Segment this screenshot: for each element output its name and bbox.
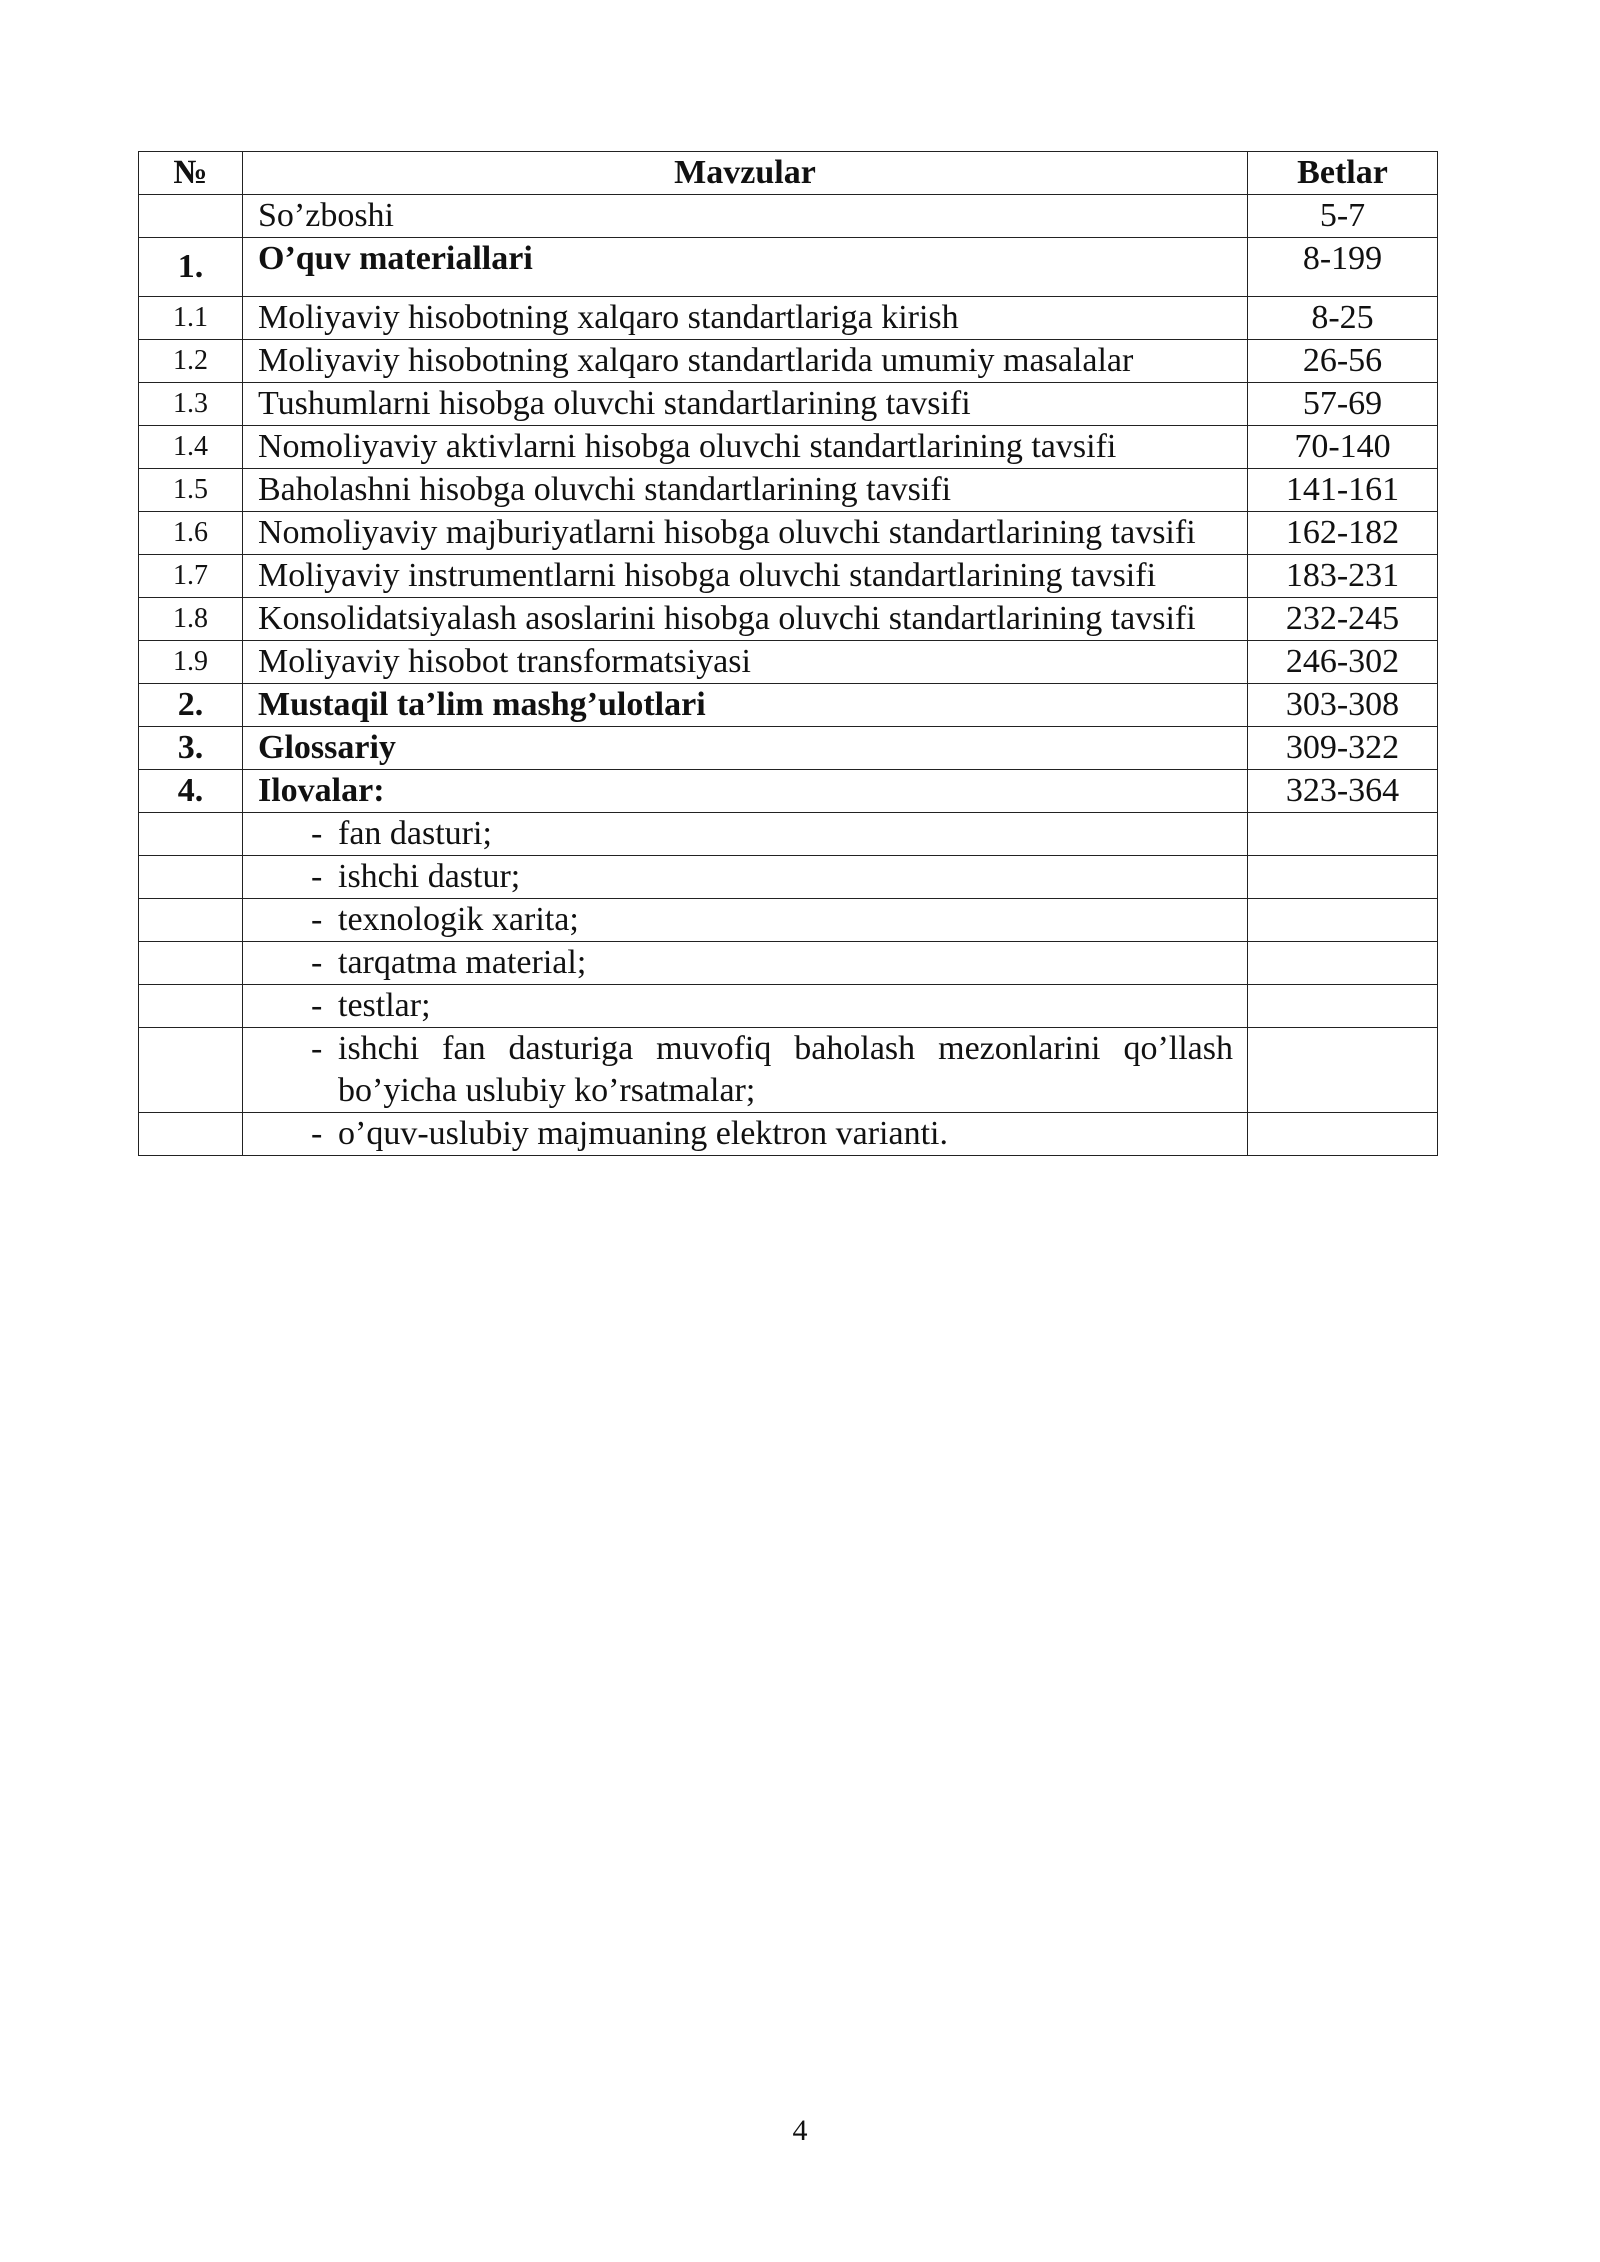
row-pages: 246-302 [1248,641,1438,684]
row-pages [1248,942,1438,985]
appendix-item [243,856,1248,899]
row-number [139,1028,243,1113]
row-topic: Konsolidatsiyalash asoslarini hisobga oluvchi standartlarining tavsifi [243,598,1248,641]
row-number: 1.8 [139,598,243,641]
table-row [139,598,1438,641]
row-number [139,856,243,899]
appendix-item [243,899,1248,942]
appendix-item-label: o’quv-uslubiy majmuaning elektron varianti. [338,1115,948,1152]
row-number: 1.1 [139,297,243,340]
row-number: 1.5 [139,469,243,512]
appendix-row [139,856,1438,899]
row-topic: Moliyaviy hisobotning xalqaro standartlariga kirish [243,297,1248,340]
table-row [139,684,1438,727]
row-topic: Moliyaviy hisobot transformatsiyasi [243,641,1248,684]
row-pages [1248,899,1438,942]
row-number: 1.4 [139,426,243,469]
row-number [139,899,243,942]
row-number [139,813,243,856]
list-dash: - [311,1030,323,1067]
appendix-item [243,1113,1248,1156]
row-number: 1.2 [139,340,243,383]
appendix-item-label: ishchi fan dasturiga muvofiq baholash mezonlarini qo’llash bo’yicha uslubiy ko’rsatmalar; [338,1030,1233,1109]
appendix-item [243,1028,1248,1113]
list-dash: - [311,858,323,895]
list-dash: - [311,815,323,852]
row-pages [1248,1113,1438,1156]
row-pages: 5-7 [1248,195,1438,238]
row-topic: So’zboshi [243,195,1248,238]
appendix-row [139,1028,1438,1113]
list-dash: - [311,1115,323,1152]
header-topics: Mavzular [243,152,1248,195]
row-pages [1248,813,1438,856]
row-topic: Nomoliyaviy majburiyatlarni hisobga oluvchi standartlarining tavsifi [243,512,1248,555]
row-topic: Baholashni hisobga oluvchi standartlarining tavsifi [243,469,1248,512]
row-pages: 26-56 [1248,340,1438,383]
table-of-contents [138,151,1438,1156]
row-number: 1.6 [139,512,243,555]
appendix-row [139,899,1438,942]
appendix-item [243,813,1248,856]
appendix-item-label: tarqatma material; [338,944,587,981]
page-number: 4 [792,2114,808,2147]
table-row [139,426,1438,469]
row-pages: 162-182 [1248,512,1438,555]
row-number: 4. [139,770,243,813]
row-topic: Mustaqil ta’lim mashg’ulotlari [243,684,1248,727]
row-pages [1248,985,1438,1028]
row-pages: 141-161 [1248,469,1438,512]
list-dash: - [311,944,323,981]
row-pages: 70-140 [1248,426,1438,469]
table-row [139,512,1438,555]
row-pages [1248,1028,1438,1113]
row-number: 1. [139,238,243,297]
row-pages: 323-364 [1248,770,1438,813]
row-topic: Moliyaviy instrumentlarni hisobga oluvchi standartlarining tavsifi [243,555,1248,598]
row-number [139,1113,243,1156]
table-row [139,238,1438,297]
row-topic: Glossariy [243,727,1248,770]
list-dash: - [311,987,323,1024]
row-number: 1.3 [139,383,243,426]
table-row [139,383,1438,426]
row-number [139,985,243,1028]
row-number: 2. [139,684,243,727]
row-pages: 8-25 [1248,297,1438,340]
row-topic: Nomoliyaviy aktivlarni hisobga oluvchi standartlarining tavsifi [243,426,1248,469]
table-row [139,469,1438,512]
table-row [139,770,1438,813]
row-pages: 309-322 [1248,727,1438,770]
row-pages: 232-245 [1248,598,1438,641]
table-row [139,340,1438,383]
table-row [139,727,1438,770]
appendix-item [243,985,1248,1028]
appendix-item-label: ishchi dastur; [338,858,521,895]
table-row [139,641,1438,684]
table-row [139,297,1438,340]
appendix-row [139,942,1438,985]
row-number: 1.7 [139,555,243,598]
appendix-item-label: testlar; [338,987,431,1024]
table-header-row [139,152,1438,195]
appendix-row [139,1113,1438,1156]
row-number [139,195,243,238]
row-topic: Tushumlarni hisobga oluvchi standartlarining tavsifi [243,383,1248,426]
appendix-row [139,985,1438,1028]
row-number [139,942,243,985]
appendix-item-label: fan dasturi; [338,815,492,852]
row-pages: 303-308 [1248,684,1438,727]
row-topic: Ilovalar: [243,770,1248,813]
row-pages: 183-231 [1248,555,1438,598]
appendix-row [139,813,1438,856]
row-topic: O’quv materiallari [243,238,1248,297]
row-number: 3. [139,727,243,770]
row-pages: 8-199 [1248,238,1438,297]
appendix-item [243,942,1248,985]
header-number: № [139,152,243,195]
row-pages [1248,856,1438,899]
row-topic: Moliyaviy hisobotning xalqaro standartlarida umumiy masalalar [243,340,1248,383]
row-pages: 57-69 [1248,383,1438,426]
row-number: 1.9 [139,641,243,684]
table-row [139,555,1438,598]
appendix-item-label: texnologik xarita; [338,901,579,938]
table-row [139,195,1438,238]
list-dash: - [311,901,323,938]
header-pages: Betlar [1248,152,1438,195]
